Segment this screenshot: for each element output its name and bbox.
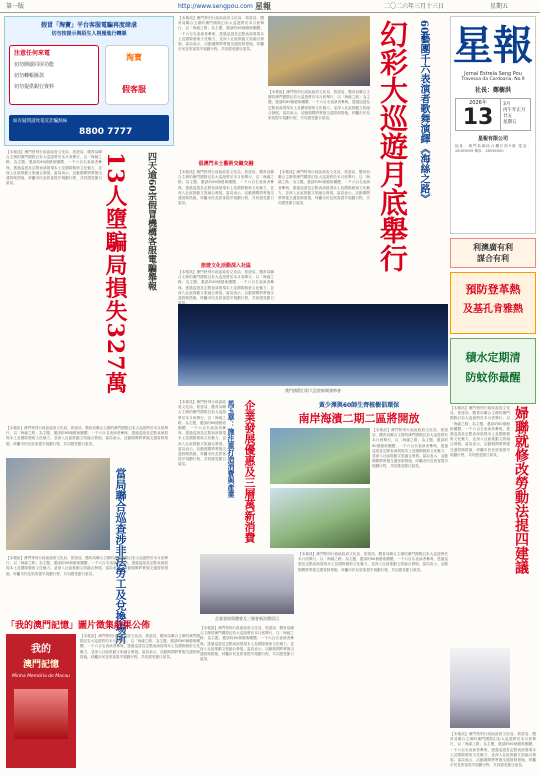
- taobao-tag: 淘寶: [126, 53, 142, 62]
- women-body: 【本報訊】澳門特別行政區政府文化局、旅遊局、體育局聯合主辦的澳門國際幻彩大巡遊將於本月底舉行，以「海絲之路」為主題，邀請約60個藝術團體、一千六百名表演者參與，透過巡遊及定點表演展現本土及國際藝術文化魅力，並深入社區推動文旅融合發展。當局表示，活動期間將實施交通管制措施，呼籲市民及旅客提早規劃行程，共同感受節日氣氛。: [450, 406, 510, 457]
- lead-kicker: 60藝團千六表演者歌舞演繹《海絲之路》: [418, 20, 429, 204]
- issue-weekday: 星期五: [490, 3, 509, 10]
- issue-date: 二〇二六年三月十三日: [384, 3, 445, 10]
- fraud-headline: 13人墮騙局損失327萬: [102, 152, 128, 395]
- lead-body-5: 【本報訊】澳門特別行政區政府文化局、旅遊局、體育局聯合主辦的澳門國際幻彩大巡遊將於本月底舉行，以「海絲之路」為主題，邀請約60個藝術團體、一千六百名表演者參與，透過巡遊及定點表演展現本土及國際藝術文化魅力，並深入社區推動文旅融合發展。當局表示，活動期間將實施交通管制措施，呼籲市民及旅客提早規劃行程，共同感受節日: [178, 270, 274, 301]
- memory-t3: Minha Memória de Macau: [12, 674, 70, 679]
- women-headline: 婦聯就修改勞動法提四建議: [513, 406, 529, 574]
- police-headline: 當局聯合巡查涉非法勞工及兌換場所: [114, 468, 127, 644]
- fraud-body: 【本報訊】澳門特別行政區政府文化局、旅遊局、體育局聯合主辦的澳門國際幻彩大巡遊將於本月底舉行，以「海絲之路」為主題，邀請約60個藝術團體、一千六百名表演者參與，透過巡遊及定點表演展現本土及國際藝術文化魅力，並深入社區推動文旅融合發展。當局表示，活動期間將實施交通管制措施，呼籲市民及旅客提早規劃行程，共同感受節日氣氛。: [6, 150, 102, 186]
- masthead-address-pt: Travessa da Cordoaria, No.9: [461, 77, 525, 82]
- eco-body: 【本報訊】澳門特別行政區政府文化局、旅遊局、體育局聯合主辦的澳門國際幻彩大巡遊將於本月底舉行，以「海絲之路」為主題，邀請約60個藝術團體、一千六百名表演者參與，透過巡遊及定點表演展現本土及國際藝術文化魅力，並深入社區推動文旅融合發展。當局表示，活動期間將實施交通管制措施，呼籲市民及旅客提早規劃行程，共同感受節日氣氛。: [372, 428, 448, 469]
- lead-body-1: 【本報訊】澳門特別行政區政府文化局、旅遊局、體育局聯合主辦的澳門國際幻彩大巡遊將於本月底舉行，以「海絲之路」為主題，邀請約60個藝術團體、一千六百名表演者參與，透過巡遊及定點表演展現本土及國際藝術文化魅力，並深入社區推動文旅融合發展。當局表示，活動期間將實施交通管制措施，呼籲市民及旅客提早規劃行程，共同感受節日氣氛。: [178, 16, 264, 52]
- ad-line1: 假冒「淘寶」平台客服電騙再度肆虐: [40, 22, 137, 29]
- side-ad2-l1: 積水定期清: [465, 351, 521, 364]
- memory-poster: [6, 634, 76, 768]
- lead-sub1: 旅遊文化活動深入社區: [200, 263, 251, 269]
- date-weekday: 星期五: [503, 120, 517, 125]
- side-ad3-l2: 謀合有利: [477, 254, 509, 263]
- masthead-name-pt: Jornal Estrela Seng Pou: [464, 71, 522, 77]
- pay-kicker: 馬玉華：施注重打造消費與產業: [227, 400, 236, 498]
- ad-item-3: 切勿提供銀行資料: [14, 84, 55, 90]
- date-day: 13: [462, 105, 494, 130]
- hotline-box: [9, 115, 169, 141]
- right-col-body: 【本報訊】澳門特別行政區政府文化局、旅遊局、體育局聯合主辦的澳門國際幻彩大巡遊將於本月底舉行，以「海絲之路」為主題，邀請約60個藝術團體、一千六百名表演者參與，透過巡遊及定點表演展現本土及國際藝術文化魅力，並深入社區推動文旅融合發展。當局表示，活動期間將實施交通管制措施，呼籲市民及旅客提早規劃行程，共同感受節日氣氛。: [298, 552, 448, 572]
- pay-body: 【本報訊】澳門特別行政區政府文化局、旅遊局、體育局聯合主辦的澳門國際幻彩大巡遊將於本月底舉行，以「海絲之路」為主題，邀請約60個藝術團體、一千六百名表演者參與，透過巡遊及定點表演展現本土及國際藝術文化魅力，並深入社區推動文旅融合發展。當局表示，活動期間將實施交通管制措施，呼籲市民及旅客提早規劃行程，共同感受節日氣氛。: [178, 400, 226, 467]
- eco-kicker: 黃少澤與60師生齊植樹倡環保: [318, 402, 400, 409]
- date-lunar: 丙午年正月廿五: [503, 108, 526, 119]
- site-url[interactable]: http://www.sengpou.com: [178, 3, 253, 10]
- masthead: [450, 16, 536, 234]
- dragon-illustration: [14, 689, 68, 739]
- side-ad1-l1: 預防登革熱: [465, 283, 521, 296]
- memory-headline: 「我的澳門記憶」圖片徵集結果公佈: [6, 621, 151, 631]
- meeting-caption: 企業發展與體會及三層會新消費項目: [215, 616, 279, 621]
- women-body-2: 【本報訊】澳門特別行政區政府文化局、旅遊局、體育局聯合主辦的澳門國際幻彩大巡遊將於本月底舉行，以「海絲之路」為主題，邀請約60個藝術團體、一千六百名表演者參與，透過巡遊及定點表演展現本土及國際藝術文化魅力，並深入社區推動文旅融合發展。當局表示，活動期間將實施交通管制措施，呼籲市民及旅客提早規劃行程，共同感受節日氣氛。: [450, 732, 536, 768]
- lead-body-3: 【本報訊】澳門特別行政區政府文化局、旅遊局、體育局聯合主辦的澳門國際幻彩大巡遊將於本月底舉行，以「海絲之路」為主題，邀請約60個藝術團體、一千六百名表演者參與，透過巡遊及定點表演展現本土及國際藝術文化魅力，並深入社區推動文旅融合發展。當局表示，活動期間將實施交通管制措施，呼籲市民及旅客提早規劃行程，共同感受節日氣氛。: [178, 170, 274, 206]
- ad-box-title: 注意任何來電: [14, 50, 51, 57]
- anti-fraud-ad: [4, 16, 174, 146]
- lead-body-4: 【本報訊】澳門特別行政區政府文化局、旅遊局、體育局聯合主辦的澳門國際幻彩大巡遊將於本月底舉行，以「海絲之路」為主題，邀請約60個藝術團體、一千六百名表演者參與，透過巡遊及定點表演展現本土及國際藝術文化魅力，並深入社區推動文旅融合發展。當局表示，活動期間將實施交通管制措施，呼籲市民及旅客提早規劃行程，共同感受節日氣氛。: [278, 170, 370, 206]
- page-header: [0, 0, 540, 13]
- ad-item-1: 切勿開啟同屏功能: [14, 62, 55, 68]
- women-photo: [450, 648, 510, 728]
- eco-photo-2: [270, 488, 370, 548]
- fraud-kicker: 四天逾60宗假冒機構客服電騙舉報: [146, 152, 156, 291]
- masthead-logo: 星報: [453, 22, 533, 69]
- police-photo: [6, 458, 110, 550]
- ceremony-photo: [178, 304, 448, 386]
- memory-body: 【本報訊】澳門特別行政區政府文化局、旅遊局、體育局聯合主辦的澳門國際幻彩大巡遊將於本月底舉行，以「海絲之路」為主題，邀請約60個藝術團體、一千六百名表演者參與，透過巡遊及定點表演展現本土及國際藝術文化魅力，並深入社區推動文旅融合發展。當局表示，活動期間將實施交通管制措施，呼籲市民及旅客提早規劃行程，共同感受節日氣氛。: [80, 634, 200, 659]
- side-ad1-l2: 及基孔肯雅熱: [463, 304, 523, 315]
- memory-t1: 我的: [31, 644, 51, 655]
- date-year: 2026年: [469, 100, 487, 106]
- fake-cs-tag: 假客服: [122, 85, 146, 94]
- parade-photo: [268, 16, 370, 86]
- lead-body-2: 【本報訊】澳門特別行政區政府文化局、旅遊局、體育局聯合主辦的澳門國際幻彩大巡遊將於本月底舉行，以「海絲之路」為主題，邀請約60個藝術團體、一千六百名表演者參與，透過巡遊及定點表演展現本土及國際藝術文化魅力，並深入社區推動文旅融合發展。當局表示，活動期間將實施交通管制措施，呼籲市民及旅客提早規劃行程，共同感受節日氣氛。: [268, 90, 370, 121]
- police-body: 【本報訊】澳門特別行政區政府文化局、旅遊局、體育局聯合主辦的澳門國際幻彩大巡遊將於本月底舉行，以「海絲之路」為主題，邀請約60個藝術團體、一千六百名表演者參與，透過巡遊及定點表演展現本土及國際藝術文化魅力，並深入社區推動文旅融合發展。當局表示，活動期間將實施交通管制措施，呼籲市民及旅客提早規劃行程，共同感受節日氣氛。: [6, 556, 168, 576]
- meeting-body: 【本報訊】澳門特別行政區政府文化局、旅遊局、體育局聯合主辦的澳門國際幻彩大巡遊將於本月底舉行，以「海絲之路」為主題，邀請約60個藝術團體、一千六百名表演者參與，透過巡遊及定點表演展現本土及國際藝術文化魅力，並深入社區推動文旅融合發展。當局表示，活動期間將實施交通管制措施，呼籲市民及旅客提早規劃行程，共同感受節日氣氛。: [200, 626, 294, 662]
- hotline-label: 如有疑問請致電反詐騙熱線: [13, 119, 67, 124]
- page-number: 第一版: [6, 3, 25, 10]
- eco-photo-1: [270, 428, 370, 484]
- meeting-photo: [200, 554, 294, 614]
- fraud-body-2: 【本報訊】澳門特別行政區政府文化局、旅遊局、體育局聯合主辦的澳門國際幻彩大巡遊將於本月底舉行，以「海絲之路」為主題，邀請約60個藝術團體、一千六百名表演者參與，透過巡遊及定點表演展現本土及國際藝術文化魅力，並深入社區推動文旅融合發展。當局表示，活動期間將實施交通管制措施，呼籲市民及旅客提早規劃行程，共同感受節日氣氛。: [6, 426, 168, 446]
- company-contact: 地址：澳門新橋區沙欄仔街9號 電話：28355899 傳真：28556900: [455, 144, 531, 154]
- side-ad-3: [450, 238, 536, 268]
- lead-sub2: 倡澳門本土藝術交織交融: [198, 161, 254, 167]
- mosquito-ad: [450, 338, 536, 404]
- lead-headline: 幻彩大巡遊月底舉行: [376, 20, 409, 272]
- date-month: 3月: [503, 102, 511, 107]
- ceremony-caption: 澳門國際幻彩大巡遊新聞發佈會: [285, 388, 341, 393]
- mini-masthead: 星報: [255, 2, 271, 11]
- side-ad3-l1: 利澳廣有利: [473, 243, 513, 252]
- dengue-ad: [450, 272, 536, 334]
- eco-headline: 南岸海濱二期二區將開放: [298, 412, 420, 425]
- ad-line2: 切勿按提示與陌生人視頻進行轉賬: [51, 31, 127, 37]
- ad-box: [9, 45, 99, 105]
- phone-icon: [105, 45, 169, 105]
- hotline-number: 8800 7777: [79, 127, 133, 137]
- memory-t2: 澳門記憶: [22, 660, 59, 670]
- company-name: 星報有限公司: [477, 136, 508, 142]
- pay-headline: 企業發展優惠及三層萬新消費: [243, 400, 256, 543]
- publisher-label: 社長：鄭樹洪: [474, 87, 511, 94]
- side-ad2-l2: 防蚊你最醒: [465, 371, 521, 384]
- ad-item-2: 切勿轉帳匯款: [14, 73, 45, 79]
